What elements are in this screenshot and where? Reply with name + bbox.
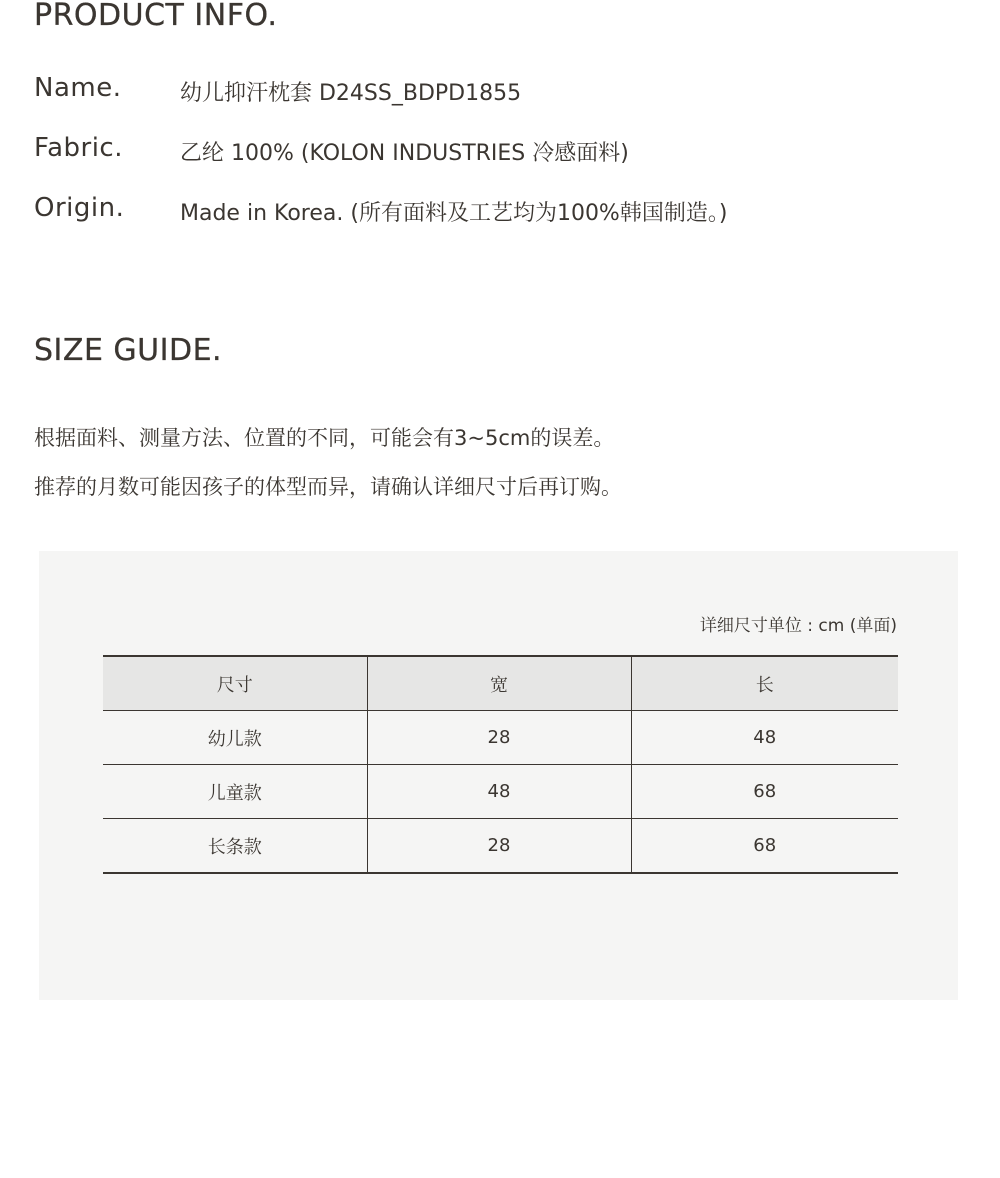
length-cell: 68 [753, 835, 777, 856]
table-row [103, 765, 898, 819]
table-row [103, 819, 898, 874]
width-cell: 28 [367, 711, 631, 765]
table-header-row [103, 656, 898, 711]
origin-value: Made in Korea. (所有面料及工艺均为100%韩国制造。) [180, 201, 728, 226]
info-row-name [34, 73, 934, 113]
fabric-value: 乙纶 100% (KOLON INDUSTRIES 冷感面料) [180, 141, 629, 166]
origin-label: Origin. [34, 193, 125, 223]
unit-note: 详细尺寸单位 : cm (单面) [699, 616, 897, 636]
header-width: 宽 [367, 656, 631, 711]
size-table [103, 655, 898, 874]
info-row-origin [34, 193, 934, 233]
header-length: 长 [631, 656, 898, 711]
width-cell: 48 [367, 765, 631, 819]
width-cell: 28 [367, 819, 631, 874]
size-cell: 幼儿款 [103, 711, 367, 765]
size-guide-notes [34, 414, 954, 512]
note-confirm-size: 推荐的月数可能因孩子的体型而异，请确认详细尺寸后再订购。 [34, 475, 622, 499]
size-table-panel [39, 551, 958, 1000]
size-guide-title: SIZE GUIDE. [34, 333, 223, 368]
note-measurement-error: 根据面料、测量方法、位置的不同，可能会有3~5cm的误差。 [34, 426, 615, 450]
size-cell: 长条款 [103, 819, 367, 874]
fabric-label: Fabric. [34, 133, 123, 163]
header-size: 尺寸 [103, 656, 367, 711]
product-info-title: PRODUCT INFO. [34, 0, 278, 33]
info-row-fabric [34, 133, 934, 173]
length-cell: 68 [631, 765, 898, 819]
size-cell: 儿童款 [103, 765, 367, 819]
table-row [103, 711, 898, 765]
length-cell: 48 [631, 711, 898, 765]
name-label: Name. [34, 73, 122, 103]
name-value: 幼儿抑汗枕套 D24SS_BDPD1855 [180, 81, 522, 106]
